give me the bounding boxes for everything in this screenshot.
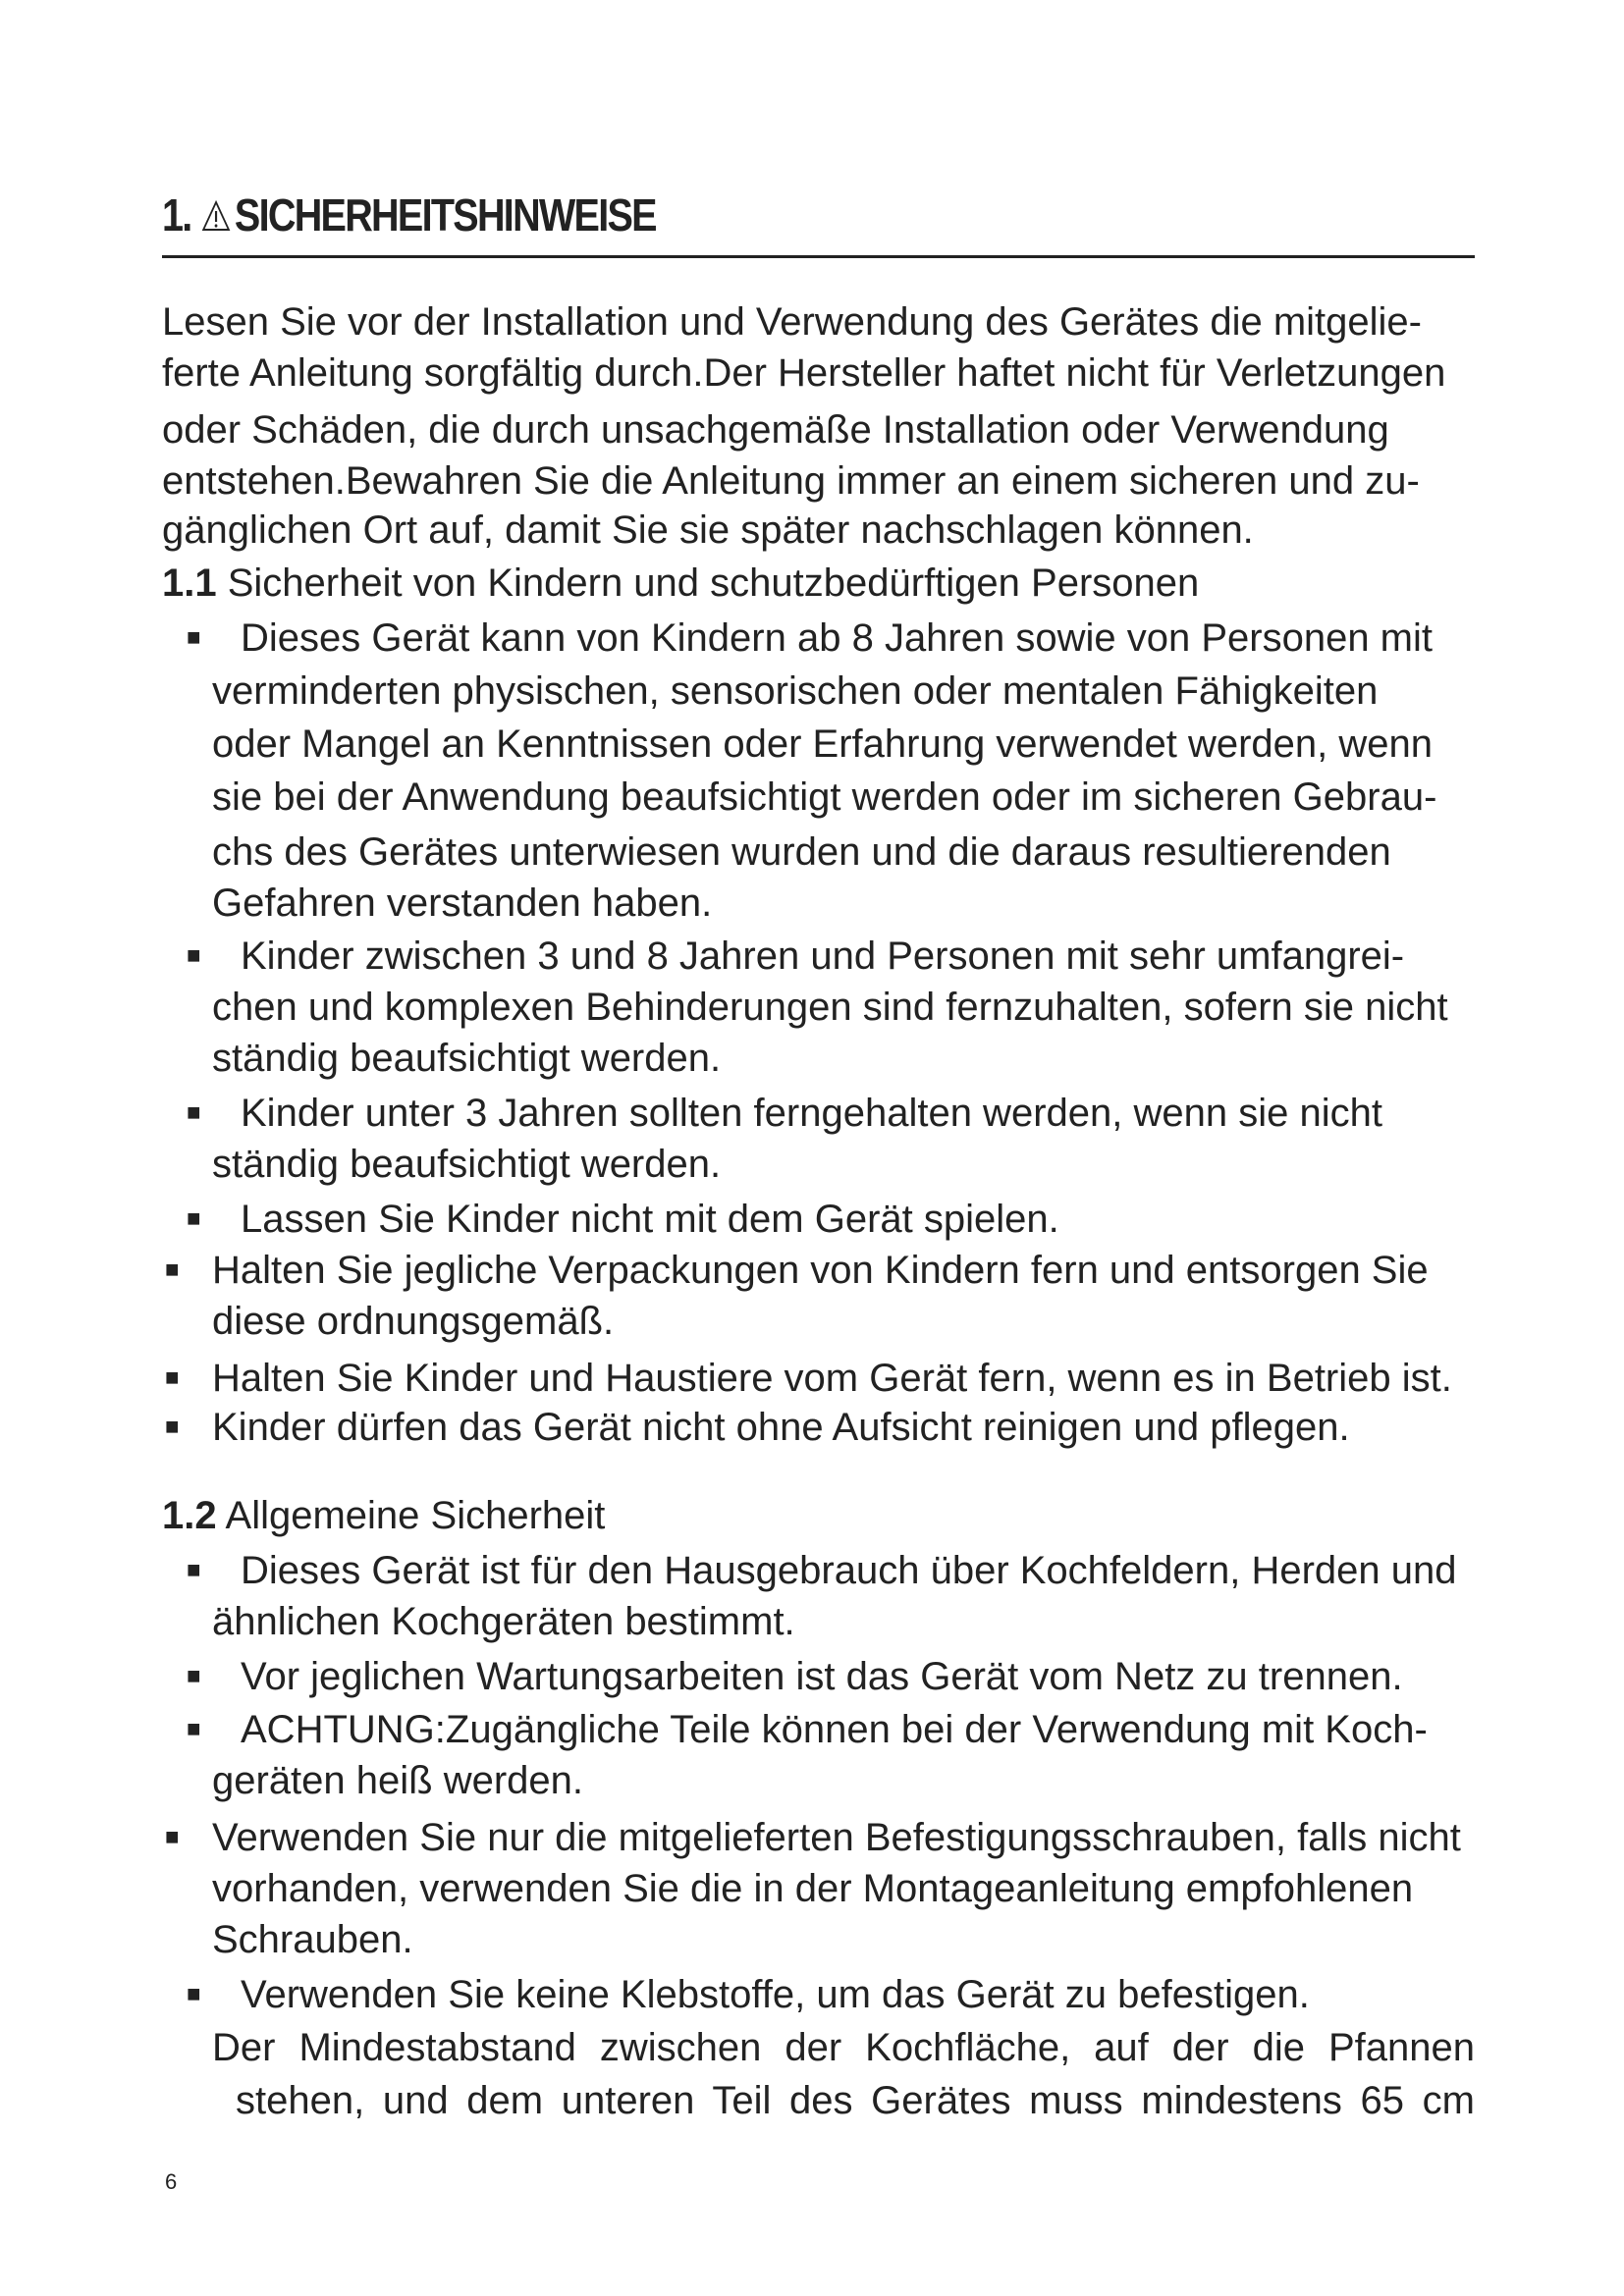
list-item-line: Halten Sie jegliche Verpackungen von Kindern fern und entsorgen Sie — [212, 1249, 1429, 1292]
intro-line: entstehen.Bewahren Sie die Anleitung immer an einem sicheren und zu- — [162, 459, 1420, 503]
list-item-line: ständig beaufsichtigt werden. — [212, 1037, 722, 1080]
subsection-heading-1-1 — [162, 558, 1199, 609]
bullet-icon: ■ — [165, 1414, 180, 1440]
list-item-line: Verwenden Sie keine Klebstoffe, um das Gerät zu befestigen. — [241, 1973, 1310, 2016]
subsection-title: Allgemeine Sicherheit — [225, 1494, 606, 1537]
heading-title: SICHERHEITSHINWEISE — [234, 189, 656, 240]
list-item-line: vorhanden, verwenden Sie die in der Montageanleitung empfohlenen — [212, 1867, 1414, 1910]
list-item-line: Verwenden Sie nur die mitgelieferten Befestigungsschrauben, falls nicht — [212, 1816, 1461, 1859]
list-item-line: chen und komplexen Behinderungen sind fernzuhalten, sofern sie nicht — [212, 986, 1448, 1029]
bullet-icon: ■ — [187, 1557, 201, 1583]
list-item-line: ACHTUNG:Zugängliche Teile können bei der Verwendung mit Koch- — [241, 1708, 1428, 1751]
bullet-icon: ■ — [187, 1099, 201, 1126]
bullet-icon: ■ — [187, 1663, 201, 1689]
list-item-line: ständig beaufsichtigt werden. — [212, 1143, 722, 1186]
subsection-heading-1-2 — [162, 1490, 605, 1541]
list-item-line: Dieses Gerät ist für den Hausgebrauch über Kochfeldern, Herden und — [241, 1549, 1457, 1592]
bullet-icon: ■ — [165, 1256, 180, 1283]
bullet-icon: ■ — [187, 624, 201, 651]
warning-triangle-icon — [202, 199, 231, 233]
list-item-line: Halten Sie Kinder und Haustiere vom Gerät fern, wenn es in Betrieb ist. — [212, 1357, 1452, 1400]
intro-line: oder Schäden, die durch unsachgemäße Installation oder Verwendung — [162, 408, 1389, 452]
section-heading — [162, 185, 1475, 258]
list-item-line: sie bei der Anwendung beaufsichtigt werden oder im sicheren Gebrau- — [212, 775, 1437, 819]
list-item-line: verminderten physischen, sensorischen oder mentalen Fähigkeiten — [212, 669, 1379, 713]
list-item-line: Kinder unter 3 Jahren sollten ferngehalten werden, wenn sie nicht — [241, 1092, 1382, 1135]
list-item-line: Dieses Gerät kann von Kindern ab 8 Jahren sowie von Personen mit — [241, 616, 1434, 660]
list-item-line: Schrauben. — [212, 1918, 413, 1961]
list-item-line: oder Mangel an Kenntnissen oder Erfahrung verwendet werden, wenn — [212, 722, 1434, 766]
list-item-line: geräten heiß werden. — [212, 1759, 584, 1802]
list-item-line: chs des Gerätes unterwiesen wurden und die daraus resultierenden — [212, 830, 1391, 874]
intro-line: ferte Anleitung sorgfältig durch.Der Hersteller haftet nicht für Verletzungen — [162, 351, 1446, 395]
list-item-line: diese ordnungsgemäß. — [212, 1300, 615, 1343]
intro-line: gänglichen Ort auf, damit Sie sie später nachschlagen können. — [162, 508, 1254, 552]
subsection-number: 1.1 — [162, 561, 217, 605]
bullet-icon: ■ — [187, 1716, 201, 1742]
bullet-icon: ■ — [187, 1981, 201, 2007]
intro-line: Lesen Sie vor der Installation und Verwendung des Gerätes die mitgelie- — [162, 300, 1422, 344]
closing-line: stehen, und dem unteren Teil des Gerätes muss mindestens 65 cm — [236, 2079, 1475, 2122]
subsection-number: 1.2 — [162, 1494, 217, 1537]
bullet-icon: ■ — [165, 1824, 180, 1850]
page-number: 6 — [165, 2169, 178, 2194]
list-item-line: Lassen Sie Kinder nicht mit dem Gerät spielen. — [241, 1198, 1059, 1241]
bullet-icon: ■ — [187, 1205, 201, 1232]
bullet-icon: ■ — [165, 1364, 180, 1391]
list-item-line: ähnlichen Kochgeräten bestimmt. — [212, 1600, 795, 1643]
list-item-line: Kinder dürfen das Gerät nicht ohne Aufsicht reinigen und pflegen. — [212, 1406, 1350, 1449]
list-item-line: Vor jeglichen Wartungsarbeiten ist das Gerät vom Netz zu trennen. — [241, 1655, 1403, 1698]
list-item-line: Gefahren verstanden haben. — [212, 881, 713, 925]
subsection-title: Sicherheit von Kindern und schutzbedürftigen Personen — [227, 561, 1200, 605]
list-item-line: Kinder zwischen 3 und 8 Jahren und Personen mit sehr umfangrei- — [241, 934, 1405, 978]
bullet-icon: ■ — [187, 942, 201, 969]
closing-line: Der Mindestabstand zwischen der Kochfläche, auf der die Pfannen — [212, 2026, 1475, 2069]
heading-number: 1. — [162, 189, 191, 240]
